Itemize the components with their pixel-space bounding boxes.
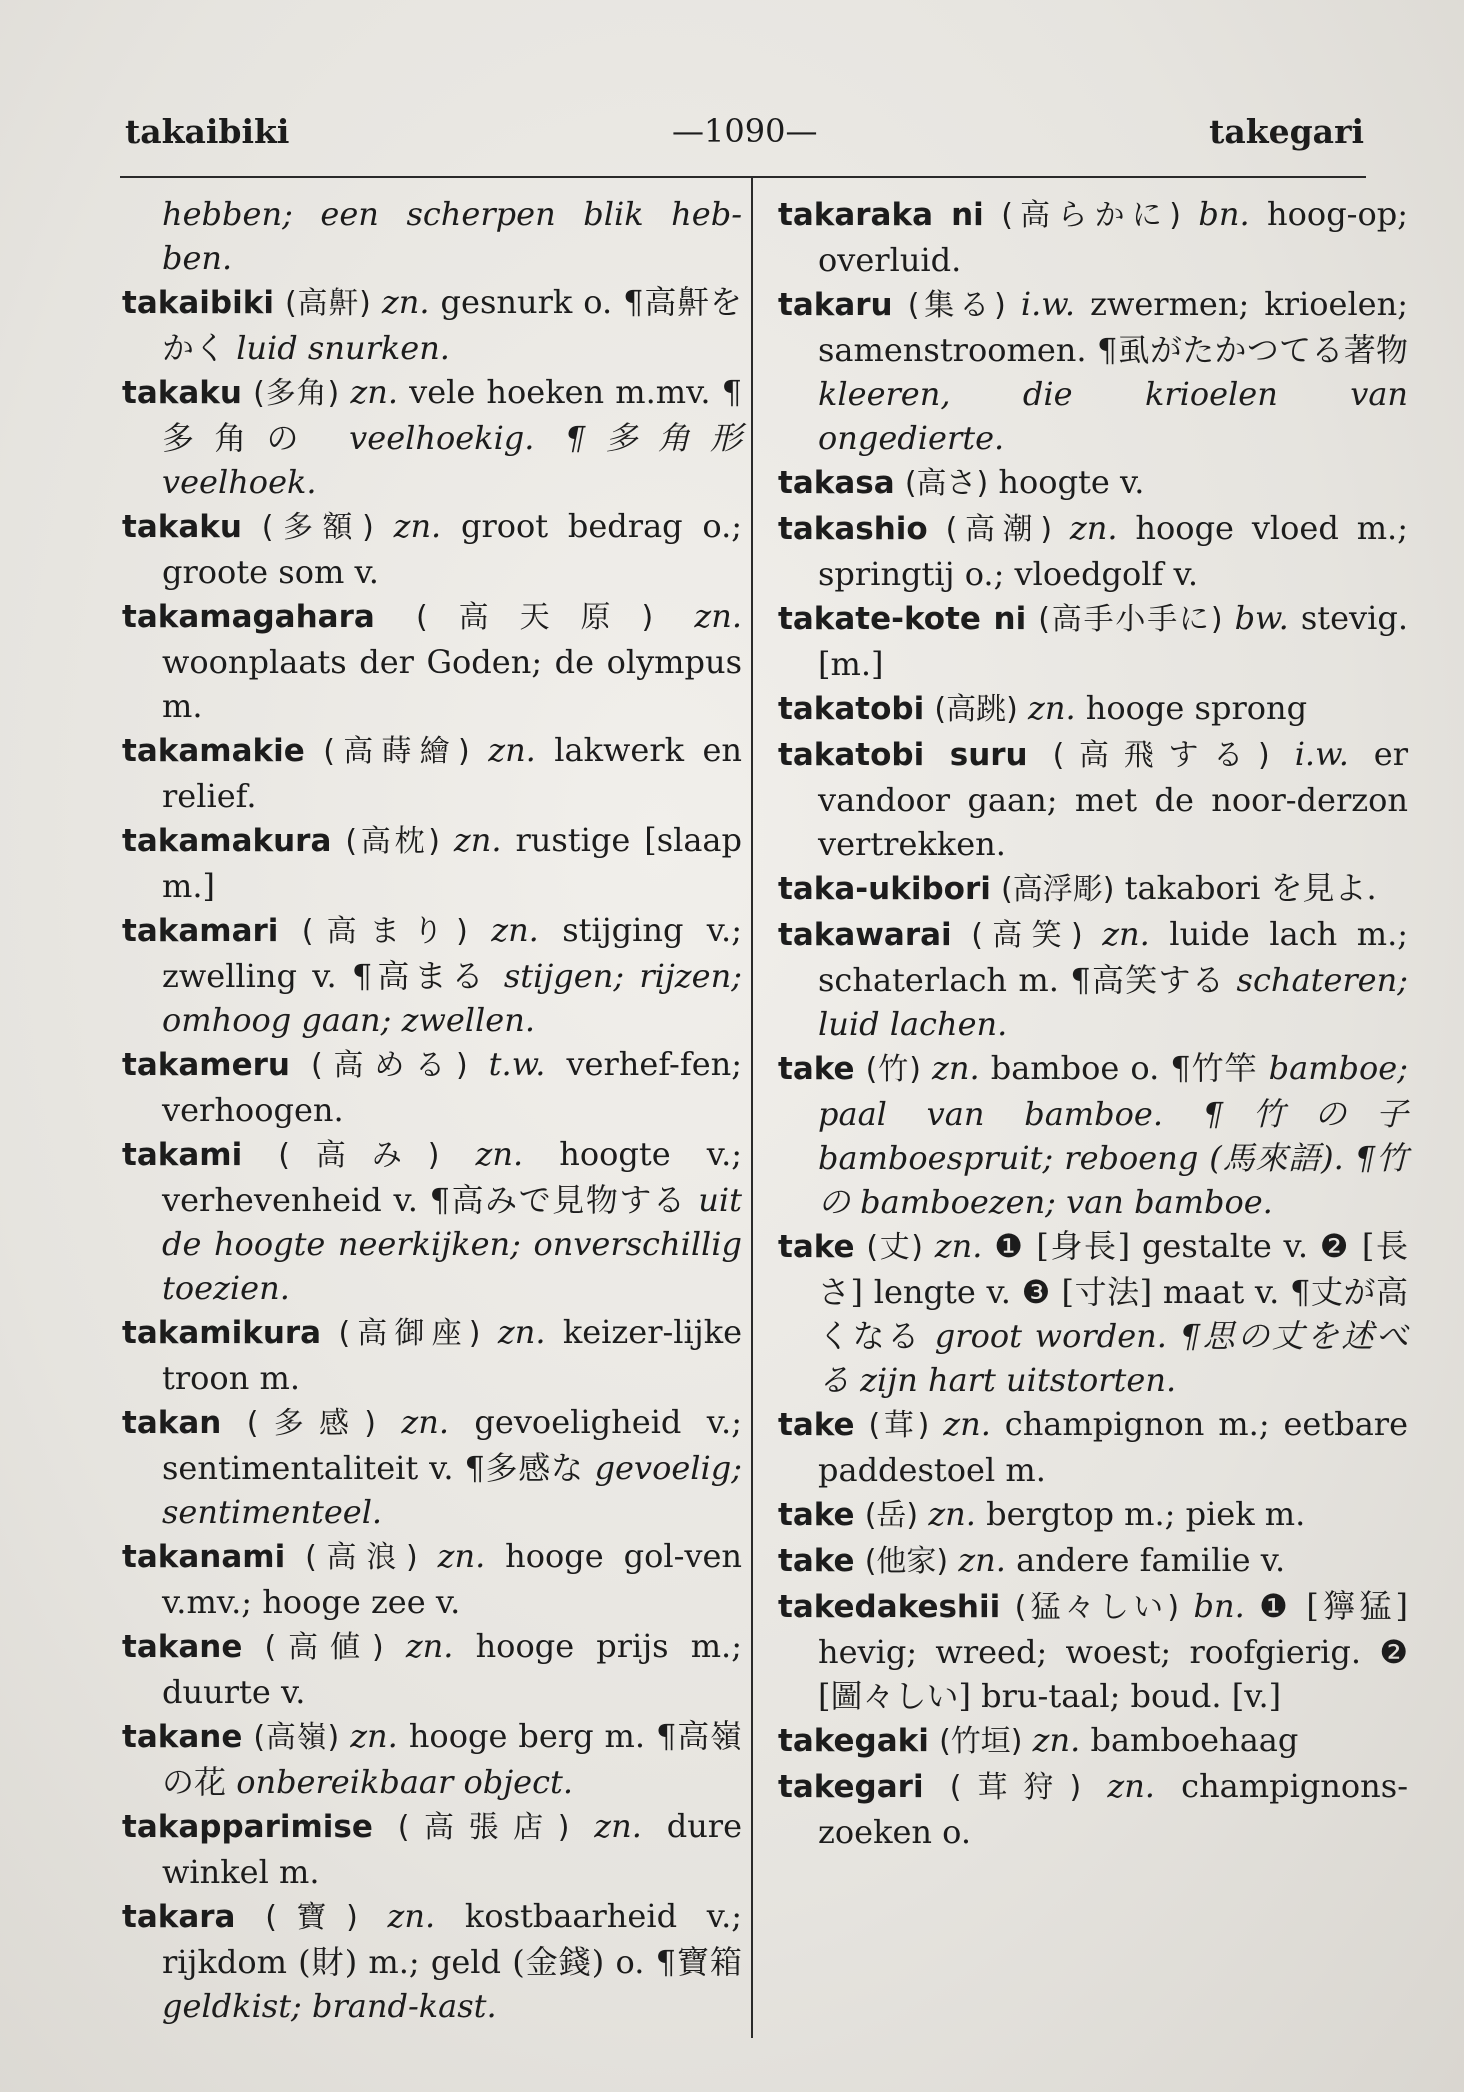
definition: champignon m.; eetbare paddestoel m. <box>818 1405 1409 1489</box>
kanji-form: (茸狩) <box>949 1770 1082 1805</box>
headword: takasa <box>778 465 895 501</box>
part-of-speech: zn. <box>694 597 742 635</box>
part-of-speech: zn. <box>401 1403 449 1441</box>
definition: hooge berg m. ¶高嶺の花 <box>162 1717 743 1801</box>
example-translation: uit de hoogte neerkijken; onverschillig toezien. <box>162 1181 742 1307</box>
dictionary-entry <box>778 460 1408 506</box>
dictionary-entry <box>122 908 742 1042</box>
header-rule <box>120 176 1366 178</box>
kanji-form: (高飛する) <box>1052 738 1270 773</box>
example-translation: gevoelig; sentimenteel. <box>162 1449 742 1531</box>
column-divider <box>751 178 753 2038</box>
part-of-speech: zn. <box>491 911 539 949</box>
example-translation: groot worden. ¶思の丈を述べる zijn hart uitstorten. <box>818 1317 1408 1399</box>
headword: takapparimise <box>122 1809 373 1845</box>
part-of-speech: bn. <box>1198 195 1250 233</box>
part-of-speech: zn. <box>405 1627 454 1665</box>
kanji-form: (岳) <box>864 1498 919 1533</box>
headword: takashio <box>778 511 928 547</box>
dictionary-entry <box>778 506 1408 596</box>
headword: takegari <box>778 1769 924 1805</box>
headword: takane <box>122 1629 243 1665</box>
part-of-speech: zn. <box>932 1049 980 1087</box>
dictionary-entry <box>778 1224 1408 1402</box>
headword: taka-ukibori <box>778 871 991 907</box>
definition: hooge prijs m.; duurte v. <box>162 1627 742 1711</box>
page-number: —1090— <box>672 112 818 150</box>
part-of-speech: zn. <box>928 1495 976 1533</box>
definition: kostbaarheid v.; rijkdom (財) m.; geld (金錢) o. ¶寶箱 <box>162 1897 743 1981</box>
dictionary-entry <box>778 1538 1408 1584</box>
headword: takaku <box>122 509 242 545</box>
dictionary-entry <box>778 732 1408 866</box>
headword: take <box>778 1407 855 1443</box>
definition: keizer-lijke troon m. <box>162 1313 743 1397</box>
dictionary-entry <box>122 1714 742 1804</box>
part-of-speech: i.w. <box>1020 285 1076 323</box>
definition: stevig. [m.] <box>818 599 1408 683</box>
headword: takawarai <box>778 917 952 953</box>
kanji-form: (多感) <box>246 1406 376 1441</box>
dictionary-entry <box>122 1042 742 1132</box>
kanji-form: (丈) <box>866 1230 923 1265</box>
dictionary-entry <box>122 1310 742 1400</box>
headword: takatobi <box>778 691 925 727</box>
definition: hooge gol-ven v.mv.; hooge zee v. <box>162 1537 743 1621</box>
headword: takamakie <box>122 733 305 769</box>
definition: woonplaats der Goden; de olympus m. <box>162 643 742 725</box>
definition: gevoeligheid v.; sentimentaliteit v. ¶多感な <box>162 1403 742 1487</box>
definition: hooge vloed m.; springtij o.; vloedgolf v. <box>818 509 1408 593</box>
kanji-form: (高潮) <box>945 512 1053 547</box>
dictionary-entry <box>778 1046 1408 1224</box>
dictionary-entry <box>122 1894 742 2028</box>
example-translation: bamboe; paal van bamboe. ¶竹の子 bamboespruit; reboeng (馬來語). ¶竹の bamboezen; van bamboe. <box>818 1049 1408 1221</box>
part-of-speech: zn. <box>958 1541 1006 1579</box>
kanji-form: (高値) <box>264 1630 384 1665</box>
part-of-speech: zn. <box>381 283 430 321</box>
kanji-form: (高さ) <box>904 466 989 501</box>
definition: hooge sprong <box>1085 689 1308 727</box>
headword: takara <box>122 1899 236 1935</box>
kanji-form: (高蒔繪) <box>323 734 470 769</box>
header-right-guide-word: takegari <box>1209 112 1364 151</box>
example-translation: schateren; luid lachen. <box>818 961 1408 1043</box>
headword: takamari <box>122 913 279 949</box>
kanji-form: (高張店) <box>397 1810 570 1845</box>
kanji-form: (高跳) <box>934 692 1018 727</box>
part-of-speech: zn. <box>1027 689 1076 727</box>
dictionary-entry <box>122 370 742 504</box>
example-translation: stijgen; rijzen; omhoog gaan; zwellen. <box>162 957 742 1039</box>
headword: takate-kote ni <box>778 601 1027 637</box>
definition: bamboehaag <box>1090 1721 1299 1759</box>
headword: takegaki <box>778 1723 929 1759</box>
part-of-speech: zn. <box>475 1135 524 1173</box>
kanji-form: (高御座) <box>338 1316 481 1351</box>
dictionary-entry <box>122 818 742 908</box>
definition: gesnurk o. ¶高鼾をかく <box>162 283 742 367</box>
dictionary-entry <box>122 728 742 818</box>
dictionary-entry <box>778 1764 1408 1854</box>
dictionary-entry <box>122 1132 742 1310</box>
kanji-form: (茸) <box>868 1408 930 1443</box>
right-column <box>778 192 1408 1854</box>
kanji-form: (高める) <box>310 1048 468 1083</box>
part-of-speech: zn. <box>497 1313 546 1351</box>
kanji-form: (竹) <box>865 1052 921 1087</box>
part-of-speech: zn. <box>350 373 399 411</box>
kanji-form: (高嶺) <box>253 1720 340 1755</box>
part-of-speech: zn. <box>1102 915 1150 953</box>
kanji-form: (他家) <box>864 1544 949 1579</box>
kanji-form: (寶) <box>265 1900 358 1935</box>
dictionary-entry <box>122 192 742 280</box>
part-of-speech: zn. <box>437 1537 486 1575</box>
part-of-speech: bn. <box>1193 1587 1245 1625</box>
kanji-form: (竹垣) <box>939 1724 1023 1759</box>
example-translation: kleeren, die krioelen van ongedierte. <box>818 375 1408 457</box>
definition: hoogte v.; verhevenheid v. ¶高みで見物する <box>162 1135 743 1219</box>
example-translation: onbereikbaar object. <box>236 1763 574 1801</box>
part-of-speech: zn. <box>453 821 502 859</box>
dictionary-entry <box>122 1804 742 1894</box>
definition: dure winkel m. <box>162 1807 743 1891</box>
kanji-form: (高浪) <box>305 1540 418 1575</box>
definition: verhef-fen; verhoogen. <box>162 1045 743 1129</box>
headword: take <box>778 1229 855 1265</box>
dictionary-entry <box>778 1402 1408 1492</box>
dictionary-entry <box>778 596 1408 686</box>
headword: take <box>778 1497 855 1533</box>
dictionary-entry <box>122 504 742 594</box>
dictionary-entry <box>778 282 1408 460</box>
headword: takaru <box>778 287 893 323</box>
part-of-speech: zn. <box>488 731 536 769</box>
kanji-form: (高笑) <box>971 918 1083 953</box>
definition: andere familie v. <box>1016 1541 1286 1579</box>
headword: takedakeshii <box>778 1589 1001 1625</box>
example-translation: luid snurken. <box>236 329 450 367</box>
kanji-form: (多角) <box>253 376 340 411</box>
definition: vele hoeken m.mv. ¶多角の <box>162 373 743 457</box>
dictionary-entry <box>778 192 1408 282</box>
headword: takane <box>122 1719 243 1755</box>
part-of-speech: zn. <box>1069 509 1118 547</box>
kanji-form: (高まり) <box>301 914 468 949</box>
definition: hoog-op; overluid. <box>818 195 1409 279</box>
dictionary-entry <box>778 1718 1408 1764</box>
headword: takamikura <box>122 1315 322 1351</box>
part-of-speech: zn. <box>350 1717 398 1755</box>
definition: hoogte v. <box>998 463 1145 501</box>
part-of-speech: zn. <box>934 1227 983 1265</box>
part-of-speech: zn. <box>387 1897 436 1935</box>
definition: luide lach m.; schaterlach m. ¶高笑する <box>818 915 1409 999</box>
dictionary-entry <box>122 1624 742 1714</box>
kanji-form: (集る) <box>907 288 1006 323</box>
definition: champignons-zoeken o. <box>818 1767 1409 1851</box>
kanji-form: (猛々しい) <box>1014 1590 1180 1625</box>
definition: rustige [slaap m.] <box>162 821 742 905</box>
dictionary-entry <box>778 686 1408 732</box>
dictionary-entry <box>778 912 1408 1046</box>
kanji-form: (高手小手に) <box>1038 602 1223 637</box>
headword: takamagahara <box>122 599 375 635</box>
definition: takabori を見よ. <box>1124 869 1377 907</box>
left-column <box>122 192 742 2028</box>
kanji-form: (高み) <box>278 1138 440 1173</box>
dictionary-entry <box>122 594 742 728</box>
kanji-form: (高らかに) <box>1001 198 1181 233</box>
part-of-speech: zn. <box>1107 1767 1155 1805</box>
part-of-speech: zn. <box>393 507 442 545</box>
definition: groot bedrag o.; groote som v. <box>162 507 743 591</box>
headword: takanami <box>122 1539 286 1575</box>
definition: bergtop m.; piek m. <box>986 1495 1306 1533</box>
part-of-speech: zn. <box>594 1807 642 1845</box>
example-translation: geldkist; brand-kast. <box>162 1987 497 2025</box>
headword: takaraka ni <box>778 197 984 233</box>
kanji-form: (高枕) <box>345 824 440 859</box>
example-translation: veelhoekig. ¶多角形 veelhoek. <box>162 419 742 501</box>
definition: bamboe o. ¶竹竿 <box>990 1049 1258 1087</box>
dictionary-entry <box>122 280 742 370</box>
headword: takameru <box>122 1047 290 1083</box>
part-of-speech: t.w. <box>488 1045 546 1083</box>
headword: takami <box>122 1137 243 1173</box>
dictionary-entry <box>122 1534 742 1624</box>
headword: takatobi suru <box>778 737 1028 773</box>
dictionary-entry <box>778 866 1408 912</box>
kanji-form: (多額) <box>261 510 374 545</box>
kanji-form: (高鼾) <box>284 286 371 321</box>
definition: lakwerk en relief. <box>162 731 743 815</box>
entry-continuation: hebben; een scherpen blik heb-ben. <box>162 195 742 277</box>
headword: takaibiki <box>122 285 274 321</box>
headword: takaku <box>122 375 242 411</box>
headword: take <box>778 1051 855 1087</box>
definition: ❶ [獰猛] hevig; wreed; woest; roofgierig. ❷ [圖々しい] bru-taal; boud. [v.] <box>818 1587 1409 1715</box>
dictionary-entry <box>122 1400 742 1534</box>
part-of-speech: bw. <box>1234 599 1289 637</box>
headword: takan <box>122 1405 222 1441</box>
definition: er vandoor gaan; met de noor-derzon vertrekken. <box>818 735 1409 863</box>
kanji-form: (高浮彫) <box>1001 872 1115 907</box>
kanji-form: (高天原) <box>415 600 654 635</box>
headword: takamakura <box>122 823 332 859</box>
header-left-guide-word: takaibiki <box>125 112 290 151</box>
definition: ❶ [身長] gestalte v. ❷ [長さ] lengte v. ❸ [寸法] maat v. ¶丈が高くなる <box>818 1227 1408 1355</box>
headword: take <box>778 1543 855 1579</box>
part-of-speech: i.w. <box>1294 735 1349 773</box>
definition: zwermen; krioelen; samenstroomen. ¶虱がたかつてる著物 <box>818 285 1408 369</box>
dictionary-entry <box>778 1492 1408 1538</box>
definition: stijging v.; zwelling v. ¶高まる <box>162 911 743 995</box>
part-of-speech: zn. <box>943 1405 991 1443</box>
dictionary-entry <box>778 1584 1408 1718</box>
part-of-speech: zn. <box>1032 1721 1081 1759</box>
